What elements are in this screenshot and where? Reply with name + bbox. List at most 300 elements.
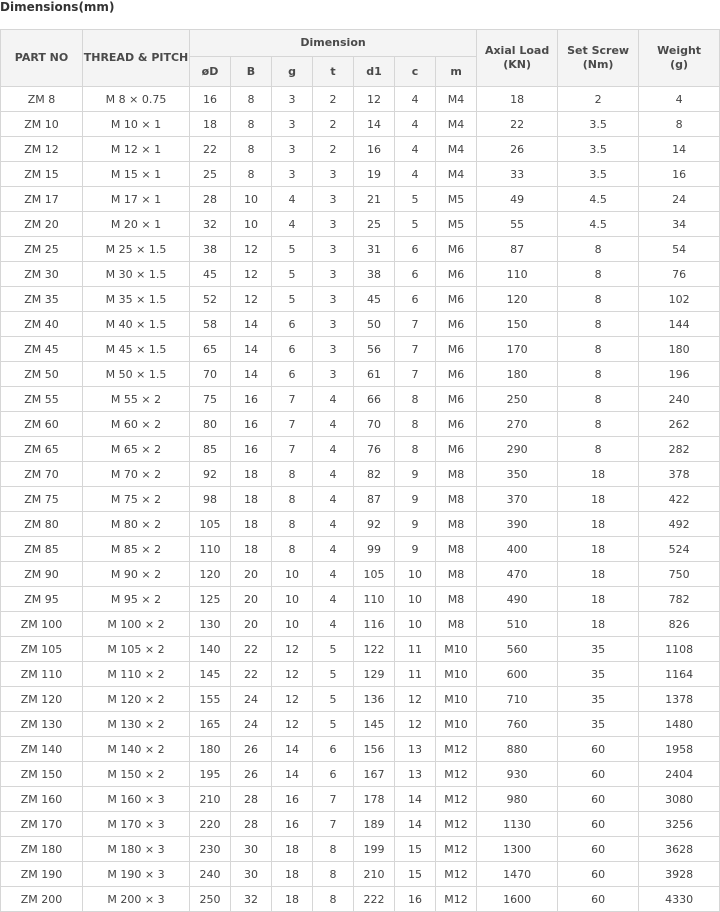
table-row: [1, 887, 720, 912]
g-cell: 5: [272, 262, 313, 287]
c-cell: 12: [395, 687, 436, 712]
table-row: [1, 862, 720, 887]
g-cell: 12: [272, 687, 313, 712]
table-row: [1, 112, 720, 137]
part-no-cell: ZM 50: [1, 362, 83, 387]
m-cell: M10: [436, 687, 477, 712]
thread-pitch-cell: M 120 × 2: [83, 687, 190, 712]
axial-load-cell: 470: [477, 562, 558, 587]
weight-cell: 782: [639, 587, 720, 612]
set-screw-cell: 60: [558, 762, 639, 787]
m-cell: M12: [436, 737, 477, 762]
part-no-cell: ZM 200: [1, 887, 83, 912]
g-cell: 16: [272, 787, 313, 812]
d1-cell: 16: [354, 137, 395, 162]
set-screw-cell: 3.5: [558, 162, 639, 187]
m-cell: M8: [436, 487, 477, 512]
c-cell: 7: [395, 362, 436, 387]
set-screw-cell: 18: [558, 512, 639, 537]
axial-load-cell: 170: [477, 337, 558, 362]
t-cell: 4: [313, 437, 354, 462]
table-row: [1, 737, 720, 762]
c-cell: 14: [395, 812, 436, 837]
g-cell: 3: [272, 87, 313, 112]
set-screw-cell: 60: [558, 837, 639, 862]
d1-cell: 25: [354, 212, 395, 237]
b-cell: 20: [231, 562, 272, 587]
m-cell: M6: [436, 237, 477, 262]
d1-cell: 82: [354, 462, 395, 487]
d1-cell: 61: [354, 362, 395, 387]
axial-load-cell: 600: [477, 662, 558, 687]
c-cell: 4: [395, 137, 436, 162]
t-cell: 4: [313, 587, 354, 612]
header-set-screw: [558, 30, 639, 87]
b-cell: 12: [231, 237, 272, 262]
weight-cell: 1378: [639, 687, 720, 712]
table-row: [1, 437, 720, 462]
d1-cell: 14: [354, 112, 395, 137]
g-cell: 18: [272, 887, 313, 912]
b-cell: 8: [231, 137, 272, 162]
table-row: [1, 162, 720, 187]
thread-pitch-cell: M 8 × 0.75: [83, 87, 190, 112]
m-cell: M12: [436, 787, 477, 812]
m-cell: M10: [436, 662, 477, 687]
m-cell: M5: [436, 187, 477, 212]
od-cell: 125: [190, 587, 231, 612]
set-screw-cell: 60: [558, 887, 639, 912]
od-cell: 120: [190, 562, 231, 587]
c-cell: 11: [395, 637, 436, 662]
weight-cell: 54: [639, 237, 720, 262]
b-cell: 20: [231, 587, 272, 612]
m-cell: M8: [436, 512, 477, 537]
table-row: [1, 512, 720, 537]
b-cell: 26: [231, 762, 272, 787]
m-cell: M6: [436, 412, 477, 437]
weight-cell: 2404: [639, 762, 720, 787]
od-cell: 240: [190, 862, 231, 887]
thread-pitch-cell: M 180 × 3: [83, 837, 190, 862]
weight-cell: 180: [639, 337, 720, 362]
axial-load-cell: 490: [477, 587, 558, 612]
set-screw-cell: 4.5: [558, 212, 639, 237]
axial-load-cell: 290: [477, 437, 558, 462]
set-screw-cell: 35: [558, 712, 639, 737]
axial-load-cell: 120: [477, 287, 558, 312]
b-cell: 12: [231, 287, 272, 312]
d1-cell: 38: [354, 262, 395, 287]
b-cell: 32: [231, 887, 272, 912]
table-row: [1, 187, 720, 212]
thread-pitch-cell: M 190 × 3: [83, 862, 190, 887]
part-no-cell: ZM 110: [1, 662, 83, 687]
thread-pitch-cell: M 90 × 2: [83, 562, 190, 587]
thread-pitch-cell: M 130 × 2: [83, 712, 190, 737]
table-row: [1, 262, 720, 287]
b-cell: 14: [231, 312, 272, 337]
axial-load-cell: 760: [477, 712, 558, 737]
t-cell: 3: [313, 337, 354, 362]
od-cell: 70: [190, 362, 231, 387]
thread-pitch-cell: M 50 × 1.5: [83, 362, 190, 387]
part-no-cell: ZM 65: [1, 437, 83, 462]
weight-cell: 4330: [639, 887, 720, 912]
table-row: [1, 687, 720, 712]
header-thread-pitch: THREAD & PITCH: [83, 30, 190, 87]
set-screw-cell: 35: [558, 637, 639, 662]
g-cell: 7: [272, 387, 313, 412]
d1-cell: 45: [354, 287, 395, 312]
header-set-screw-line1: Set Screw: [567, 44, 630, 57]
g-cell: 7: [272, 437, 313, 462]
header-dim-g: g: [272, 57, 313, 87]
table-row: [1, 337, 720, 362]
od-cell: 210: [190, 787, 231, 812]
t-cell: 8: [313, 887, 354, 912]
g-cell: 5: [272, 287, 313, 312]
c-cell: 10: [395, 612, 436, 637]
b-cell: 22: [231, 637, 272, 662]
header-dim-d1: d1: [354, 57, 395, 87]
axial-load-cell: 710: [477, 687, 558, 712]
axial-load-cell: 55: [477, 212, 558, 237]
part-no-cell: ZM 55: [1, 387, 83, 412]
g-cell: 3: [272, 137, 313, 162]
m-cell: M8: [436, 462, 477, 487]
header-dim-od: øD: [190, 57, 231, 87]
od-cell: 28: [190, 187, 231, 212]
part-no-cell: ZM 85: [1, 537, 83, 562]
d1-cell: 145: [354, 712, 395, 737]
od-cell: 22: [190, 137, 231, 162]
set-screw-cell: 2: [558, 87, 639, 112]
part-no-cell: ZM 170: [1, 812, 83, 837]
axial-load-cell: 250: [477, 387, 558, 412]
g-cell: 12: [272, 712, 313, 737]
c-cell: 5: [395, 187, 436, 212]
weight-cell: 422: [639, 487, 720, 512]
set-screw-cell: 18: [558, 562, 639, 587]
d1-cell: 87: [354, 487, 395, 512]
weight-cell: 196: [639, 362, 720, 387]
c-cell: 8: [395, 412, 436, 437]
m-cell: M8: [436, 537, 477, 562]
m-cell: M4: [436, 162, 477, 187]
table-row: [1, 637, 720, 662]
t-cell: 8: [313, 837, 354, 862]
table-row: [1, 312, 720, 337]
c-cell: 5: [395, 212, 436, 237]
m-cell: M4: [436, 87, 477, 112]
part-no-cell: ZM 160: [1, 787, 83, 812]
c-cell: 10: [395, 587, 436, 612]
part-no-cell: ZM 8: [1, 87, 83, 112]
set-screw-cell: 18: [558, 462, 639, 487]
t-cell: 4: [313, 387, 354, 412]
c-cell: 7: [395, 312, 436, 337]
axial-load-cell: 49: [477, 187, 558, 212]
b-cell: 22: [231, 662, 272, 687]
m-cell: M8: [436, 587, 477, 612]
set-screw-cell: 3.5: [558, 112, 639, 137]
weight-cell: 750: [639, 562, 720, 587]
t-cell: 4: [313, 562, 354, 587]
d1-cell: 122: [354, 637, 395, 662]
table-row: [1, 387, 720, 412]
t-cell: 3: [313, 212, 354, 237]
b-cell: 10: [231, 212, 272, 237]
d1-cell: 222: [354, 887, 395, 912]
set-screw-cell: 18: [558, 537, 639, 562]
weight-cell: 3080: [639, 787, 720, 812]
header-weight-line2: (g): [670, 58, 689, 71]
t-cell: 3: [313, 262, 354, 287]
od-cell: 16: [190, 87, 231, 112]
axial-load-cell: 350: [477, 462, 558, 487]
axial-load-cell: 390: [477, 512, 558, 537]
od-cell: 195: [190, 762, 231, 787]
axial-load-cell: 87: [477, 237, 558, 262]
weight-cell: 1958: [639, 737, 720, 762]
thread-pitch-cell: M 110 × 2: [83, 662, 190, 687]
weight-cell: 14: [639, 137, 720, 162]
t-cell: 3: [313, 237, 354, 262]
part-no-cell: ZM 60: [1, 412, 83, 437]
set-screw-cell: 3.5: [558, 137, 639, 162]
set-screw-cell: 4.5: [558, 187, 639, 212]
b-cell: 18: [231, 462, 272, 487]
t-cell: 3: [313, 162, 354, 187]
g-cell: 8: [272, 487, 313, 512]
g-cell: 10: [272, 587, 313, 612]
table-row: [1, 612, 720, 637]
axial-load-cell: 22: [477, 112, 558, 137]
c-cell: 15: [395, 837, 436, 862]
b-cell: 16: [231, 412, 272, 437]
table-row: [1, 712, 720, 737]
part-no-cell: ZM 100: [1, 612, 83, 637]
c-cell: 16: [395, 887, 436, 912]
thread-pitch-cell: M 70 × 2: [83, 462, 190, 487]
table-row: [1, 287, 720, 312]
g-cell: 7: [272, 412, 313, 437]
od-cell: 75: [190, 387, 231, 412]
part-no-cell: ZM 75: [1, 487, 83, 512]
g-cell: 12: [272, 662, 313, 687]
m-cell: M12: [436, 887, 477, 912]
g-cell: 4: [272, 187, 313, 212]
m-cell: M6: [436, 262, 477, 287]
weight-cell: 144: [639, 312, 720, 337]
b-cell: 8: [231, 112, 272, 137]
m-cell: M12: [436, 762, 477, 787]
m-cell: M8: [436, 612, 477, 637]
thread-pitch-cell: M 85 × 2: [83, 537, 190, 562]
set-screw-cell: 8: [558, 337, 639, 362]
c-cell: 7: [395, 337, 436, 362]
axial-load-cell: 980: [477, 787, 558, 812]
set-screw-cell: 8: [558, 412, 639, 437]
header-weight-line1: Weight: [657, 44, 702, 57]
table-row: [1, 212, 720, 237]
t-cell: 4: [313, 412, 354, 437]
thread-pitch-cell: M 17 × 1: [83, 187, 190, 212]
t-cell: 4: [313, 512, 354, 537]
od-cell: 250: [190, 887, 231, 912]
b-cell: 8: [231, 87, 272, 112]
t-cell: 5: [313, 637, 354, 662]
od-cell: 65: [190, 337, 231, 362]
g-cell: 10: [272, 562, 313, 587]
b-cell: 16: [231, 387, 272, 412]
c-cell: 4: [395, 87, 436, 112]
g-cell: 4: [272, 212, 313, 237]
set-screw-cell: 18: [558, 612, 639, 637]
weight-cell: 8: [639, 112, 720, 137]
table-row: [1, 787, 720, 812]
m-cell: M10: [436, 712, 477, 737]
b-cell: 18: [231, 487, 272, 512]
part-no-cell: ZM 150: [1, 762, 83, 787]
d1-cell: 76: [354, 437, 395, 462]
od-cell: 155: [190, 687, 231, 712]
d1-cell: 156: [354, 737, 395, 762]
axial-load-cell: 18: [477, 87, 558, 112]
g-cell: 14: [272, 762, 313, 787]
b-cell: 28: [231, 812, 272, 837]
od-cell: 145: [190, 662, 231, 687]
b-cell: 8: [231, 162, 272, 187]
m-cell: M12: [436, 837, 477, 862]
table-row: [1, 837, 720, 862]
weight-cell: 34: [639, 212, 720, 237]
od-cell: 165: [190, 712, 231, 737]
t-cell: 2: [313, 112, 354, 137]
thread-pitch-cell: M 15 × 1: [83, 162, 190, 187]
weight-cell: 3928: [639, 862, 720, 887]
od-cell: 230: [190, 837, 231, 862]
set-screw-cell: 60: [558, 787, 639, 812]
c-cell: 4: [395, 112, 436, 137]
thread-pitch-cell: M 35 × 1.5: [83, 287, 190, 312]
weight-cell: 282: [639, 437, 720, 462]
od-cell: 220: [190, 812, 231, 837]
table-row: [1, 762, 720, 787]
thread-pitch-cell: M 65 × 2: [83, 437, 190, 462]
dimensions-table: [0, 29, 720, 912]
g-cell: 6: [272, 337, 313, 362]
part-no-cell: ZM 140: [1, 737, 83, 762]
thread-pitch-cell: M 40 × 1.5: [83, 312, 190, 337]
table-row: [1, 137, 720, 162]
weight-cell: 24: [639, 187, 720, 212]
b-cell: 18: [231, 537, 272, 562]
weight-cell: 1108: [639, 637, 720, 662]
header-weight: [639, 30, 720, 87]
t-cell: 3: [313, 362, 354, 387]
d1-cell: 92: [354, 512, 395, 537]
c-cell: 12: [395, 712, 436, 737]
m-cell: M8: [436, 562, 477, 587]
c-cell: 9: [395, 487, 436, 512]
part-no-cell: ZM 25: [1, 237, 83, 262]
weight-cell: 240: [639, 387, 720, 412]
c-cell: 8: [395, 387, 436, 412]
od-cell: 140: [190, 637, 231, 662]
t-cell: 4: [313, 537, 354, 562]
thread-pitch-cell: M 200 × 3: [83, 887, 190, 912]
b-cell: 24: [231, 687, 272, 712]
d1-cell: 31: [354, 237, 395, 262]
g-cell: 14: [272, 737, 313, 762]
od-cell: 130: [190, 612, 231, 637]
part-no-cell: ZM 70: [1, 462, 83, 487]
part-no-cell: ZM 17: [1, 187, 83, 212]
part-no-cell: ZM 10: [1, 112, 83, 137]
set-screw-cell: 8: [558, 387, 639, 412]
thread-pitch-cell: M 25 × 1.5: [83, 237, 190, 262]
t-cell: 6: [313, 762, 354, 787]
c-cell: 6: [395, 262, 436, 287]
part-no-cell: ZM 180: [1, 837, 83, 862]
part-no-cell: ZM 20: [1, 212, 83, 237]
d1-cell: 210: [354, 862, 395, 887]
c-cell: 15: [395, 862, 436, 887]
c-cell: 10: [395, 562, 436, 587]
od-cell: 180: [190, 737, 231, 762]
axial-load-cell: 1470: [477, 862, 558, 887]
thread-pitch-cell: M 20 × 1: [83, 212, 190, 237]
table-row: [1, 537, 720, 562]
t-cell: 3: [313, 187, 354, 212]
d1-cell: 12: [354, 87, 395, 112]
header-part-no: PART NO: [1, 30, 83, 87]
axial-load-cell: 26: [477, 137, 558, 162]
part-no-cell: ZM 130: [1, 712, 83, 737]
b-cell: 26: [231, 737, 272, 762]
od-cell: 32: [190, 212, 231, 237]
thread-pitch-cell: M 160 × 3: [83, 787, 190, 812]
weight-cell: 3256: [639, 812, 720, 837]
m-cell: M6: [436, 362, 477, 387]
thread-pitch-cell: M 75 × 2: [83, 487, 190, 512]
od-cell: 25: [190, 162, 231, 187]
od-cell: 45: [190, 262, 231, 287]
m-cell: M6: [436, 312, 477, 337]
m-cell: M6: [436, 337, 477, 362]
table-row: [1, 412, 720, 437]
c-cell: 13: [395, 762, 436, 787]
d1-cell: 167: [354, 762, 395, 787]
d1-cell: 136: [354, 687, 395, 712]
d1-cell: 129: [354, 662, 395, 687]
c-cell: 11: [395, 662, 436, 687]
c-cell: 9: [395, 512, 436, 537]
t-cell: 4: [313, 612, 354, 637]
part-no-cell: ZM 90: [1, 562, 83, 587]
set-screw-cell: 8: [558, 237, 639, 262]
header-axial-load-line1: Axial Load: [484, 44, 550, 57]
od-cell: 98: [190, 487, 231, 512]
axial-load-cell: 1300: [477, 837, 558, 862]
set-screw-cell: 8: [558, 287, 639, 312]
m-cell: M12: [436, 862, 477, 887]
od-cell: 80: [190, 412, 231, 437]
table-header: [1, 30, 720, 87]
od-cell: 52: [190, 287, 231, 312]
